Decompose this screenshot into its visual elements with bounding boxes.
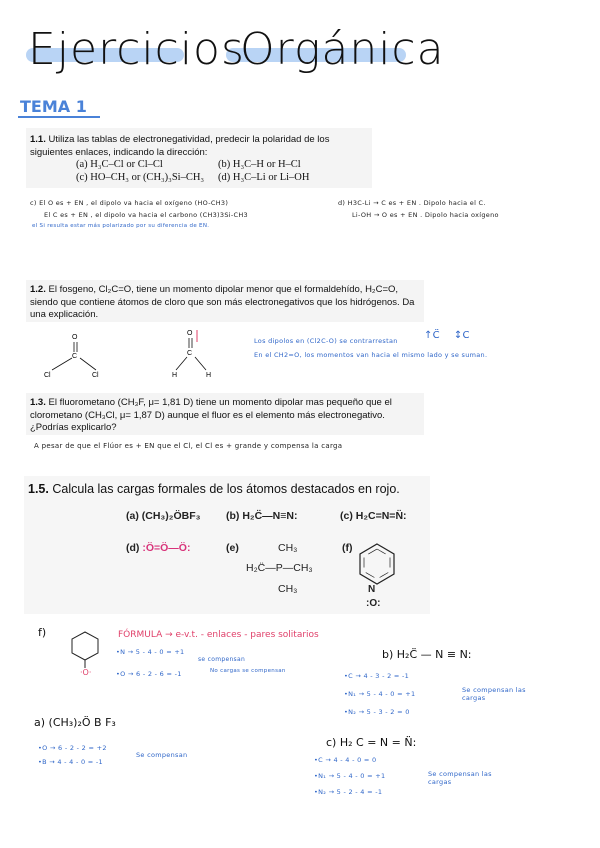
- question-1-2: 1.2. El fosgeno, Cl₂C=O, tiene un momento dipolar menor que el formaldehído, H₂C=O, siendo que contiene átomos de cloro que son más electronegativos que los hidrógenos. Da una explicación.: [30, 284, 415, 320]
- work-b-n2: •N₂ → 5 - 3 - 2 = 0: [344, 708, 410, 716]
- work-f-side: se compensan: [198, 656, 246, 663]
- atom-label: Cl: [92, 372, 99, 379]
- note-1-1-d-line2: Li-OH → O es + EN . Dipolo hacia oxígeno: [352, 211, 499, 219]
- structure-b: (b) H₂C̈—N≡N:: [226, 510, 298, 522]
- note-1-1-d-line1: d) H3C-Li → C es + EN . Dipolo hacia el C.: [338, 199, 486, 207]
- structure-e-top: CH₃: [278, 542, 298, 554]
- note-1-2-line1: Los dipolos en (Cl2C-O) se contrarrestan: [254, 337, 398, 345]
- work-a-label: a) (CH₃)₂Ö B F₃: [34, 716, 116, 729]
- work-c-side: Se compensan las cargas: [428, 770, 492, 786]
- structure-e-label: (e): [226, 542, 239, 554]
- structure-e-mid: H₂C̈—P—CH₃: [246, 562, 313, 574]
- pyridine-ring: [352, 540, 402, 586]
- work-b-n1: •N₁ → 5 - 4 - 0 = +1: [344, 690, 416, 698]
- option-a: (a) H₃C–Cl or Cl–Cl: [76, 159, 163, 170]
- note-1-2-dipole-sketch: ↑C̈ ↕C: [424, 330, 470, 341]
- work-a-side: Se compensan: [136, 751, 188, 759]
- work-f-n: •N → 5 - 4 - 0 = +1: [116, 648, 185, 656]
- work-f-label: f): [38, 626, 47, 639]
- atom-label: O: [187, 330, 193, 337]
- page-title-word2: Orgánica: [240, 24, 445, 75]
- work-f-note: No cargas se compensan: [210, 668, 286, 674]
- note-1-1-c-line1: c) El O es + EN , el dipolo va hacia el oxígeno (HO-CH3): [30, 199, 229, 207]
- answer-1-3: A pesar de que el Flúor es + EN que el Cl, el Cl es + grande y compensa la carga: [34, 442, 343, 450]
- option-c: (c) HO–CH₃ or (CH₃)₃Si–CH₃: [76, 172, 205, 183]
- question-1-1: 1.1. Utiliza las tablas de electronegatividad, predecir la polaridad de los siguientes enlaces, indicando la dirección:: [30, 134, 330, 158]
- work-c-c: •C → 4 - 4 - 0 = 0: [314, 756, 377, 764]
- work-f-o: •O → 6 - 2 - 6 = -1: [116, 670, 182, 678]
- section-heading: TEMA 1: [20, 97, 87, 116]
- structure-c: (c) H₂C=N=N̈:: [340, 510, 407, 522]
- work-c-n2: •N₂ → 5 - 2 - 4 = -1: [314, 788, 383, 796]
- note-1-1-c-line2: El C es + EN , el dipolo va hacia el carbono (CH3)3Si-CH3: [44, 211, 248, 219]
- atom-label: Cl: [44, 372, 51, 379]
- pyridine-n: N: [368, 584, 376, 595]
- page-title-word1: Ejercicios: [28, 24, 245, 75]
- question-1-3: 1.3. El fluorometano (CH₃F, μ= 1,81 D) tiene un momento dipolar mas pequeño que el clorometano (CH₃Cl, μ= 1,87 D) aunque el fluor es el elemento más electronegativo. ¿Podrías explicarlo?: [30, 397, 392, 433]
- work-b-side: Se compensan las cargas: [462, 686, 526, 702]
- phosgene-structure: [44, 334, 99, 379]
- atom-label: C: [72, 353, 78, 360]
- formaldehyde-structure: [172, 330, 211, 379]
- structure-d: (d) :Ö=Ö—Ö:: [126, 542, 191, 554]
- work-a-b: •B → 4 - 4 - 0 = -1: [38, 758, 103, 766]
- work-c-n1: •N₁ → 5 - 4 - 0 = +1: [314, 772, 386, 780]
- note-1-2-line2: En el CH2=O, los momentos van hacia el mismo lado y se suman.: [254, 351, 488, 359]
- work-f-ring-sketch: [68, 630, 102, 676]
- atom-label: H: [206, 372, 212, 379]
- structure-a: (a) (CH₃)₂ÖBF₃: [126, 510, 201, 522]
- atom-label: H: [172, 372, 178, 379]
- note-1-1-blue: el Si resulta estar más polarizado por su diferencia de EN.: [32, 223, 210, 229]
- dipole-diagrams: [30, 326, 230, 386]
- work-b-label: b) H₂C̈ — N ≡ N:: [382, 648, 472, 661]
- option-d: (d) H₃C–Li or Li–OH: [218, 172, 310, 183]
- atom-label: O: [72, 334, 78, 341]
- work-formula: FÓRMULA → e-v.t. - enlaces - pares solitarios: [118, 630, 319, 640]
- pyridine-o: :O:: [366, 598, 381, 609]
- work-a-o: •O → 6 - 2 - 2 = +2: [38, 744, 107, 752]
- work-b-c: •C → 4 - 3 - 2 = -1: [344, 672, 410, 680]
- section-underline: [18, 116, 100, 118]
- svg-text:·O·: ·O·: [80, 668, 92, 676]
- option-b: (b) H₃C–H or H–Cl: [218, 159, 301, 170]
- atom-label: C: [187, 350, 193, 357]
- structure-e-bot: CH₃: [278, 583, 298, 595]
- question-1-5: 1.5. Calcula las cargas formales de los átomos destacados en rojo.: [28, 482, 400, 496]
- structure-f-label: (f): [342, 542, 353, 554]
- work-c-label: c) H₂ C = N = N̈:: [326, 736, 417, 749]
